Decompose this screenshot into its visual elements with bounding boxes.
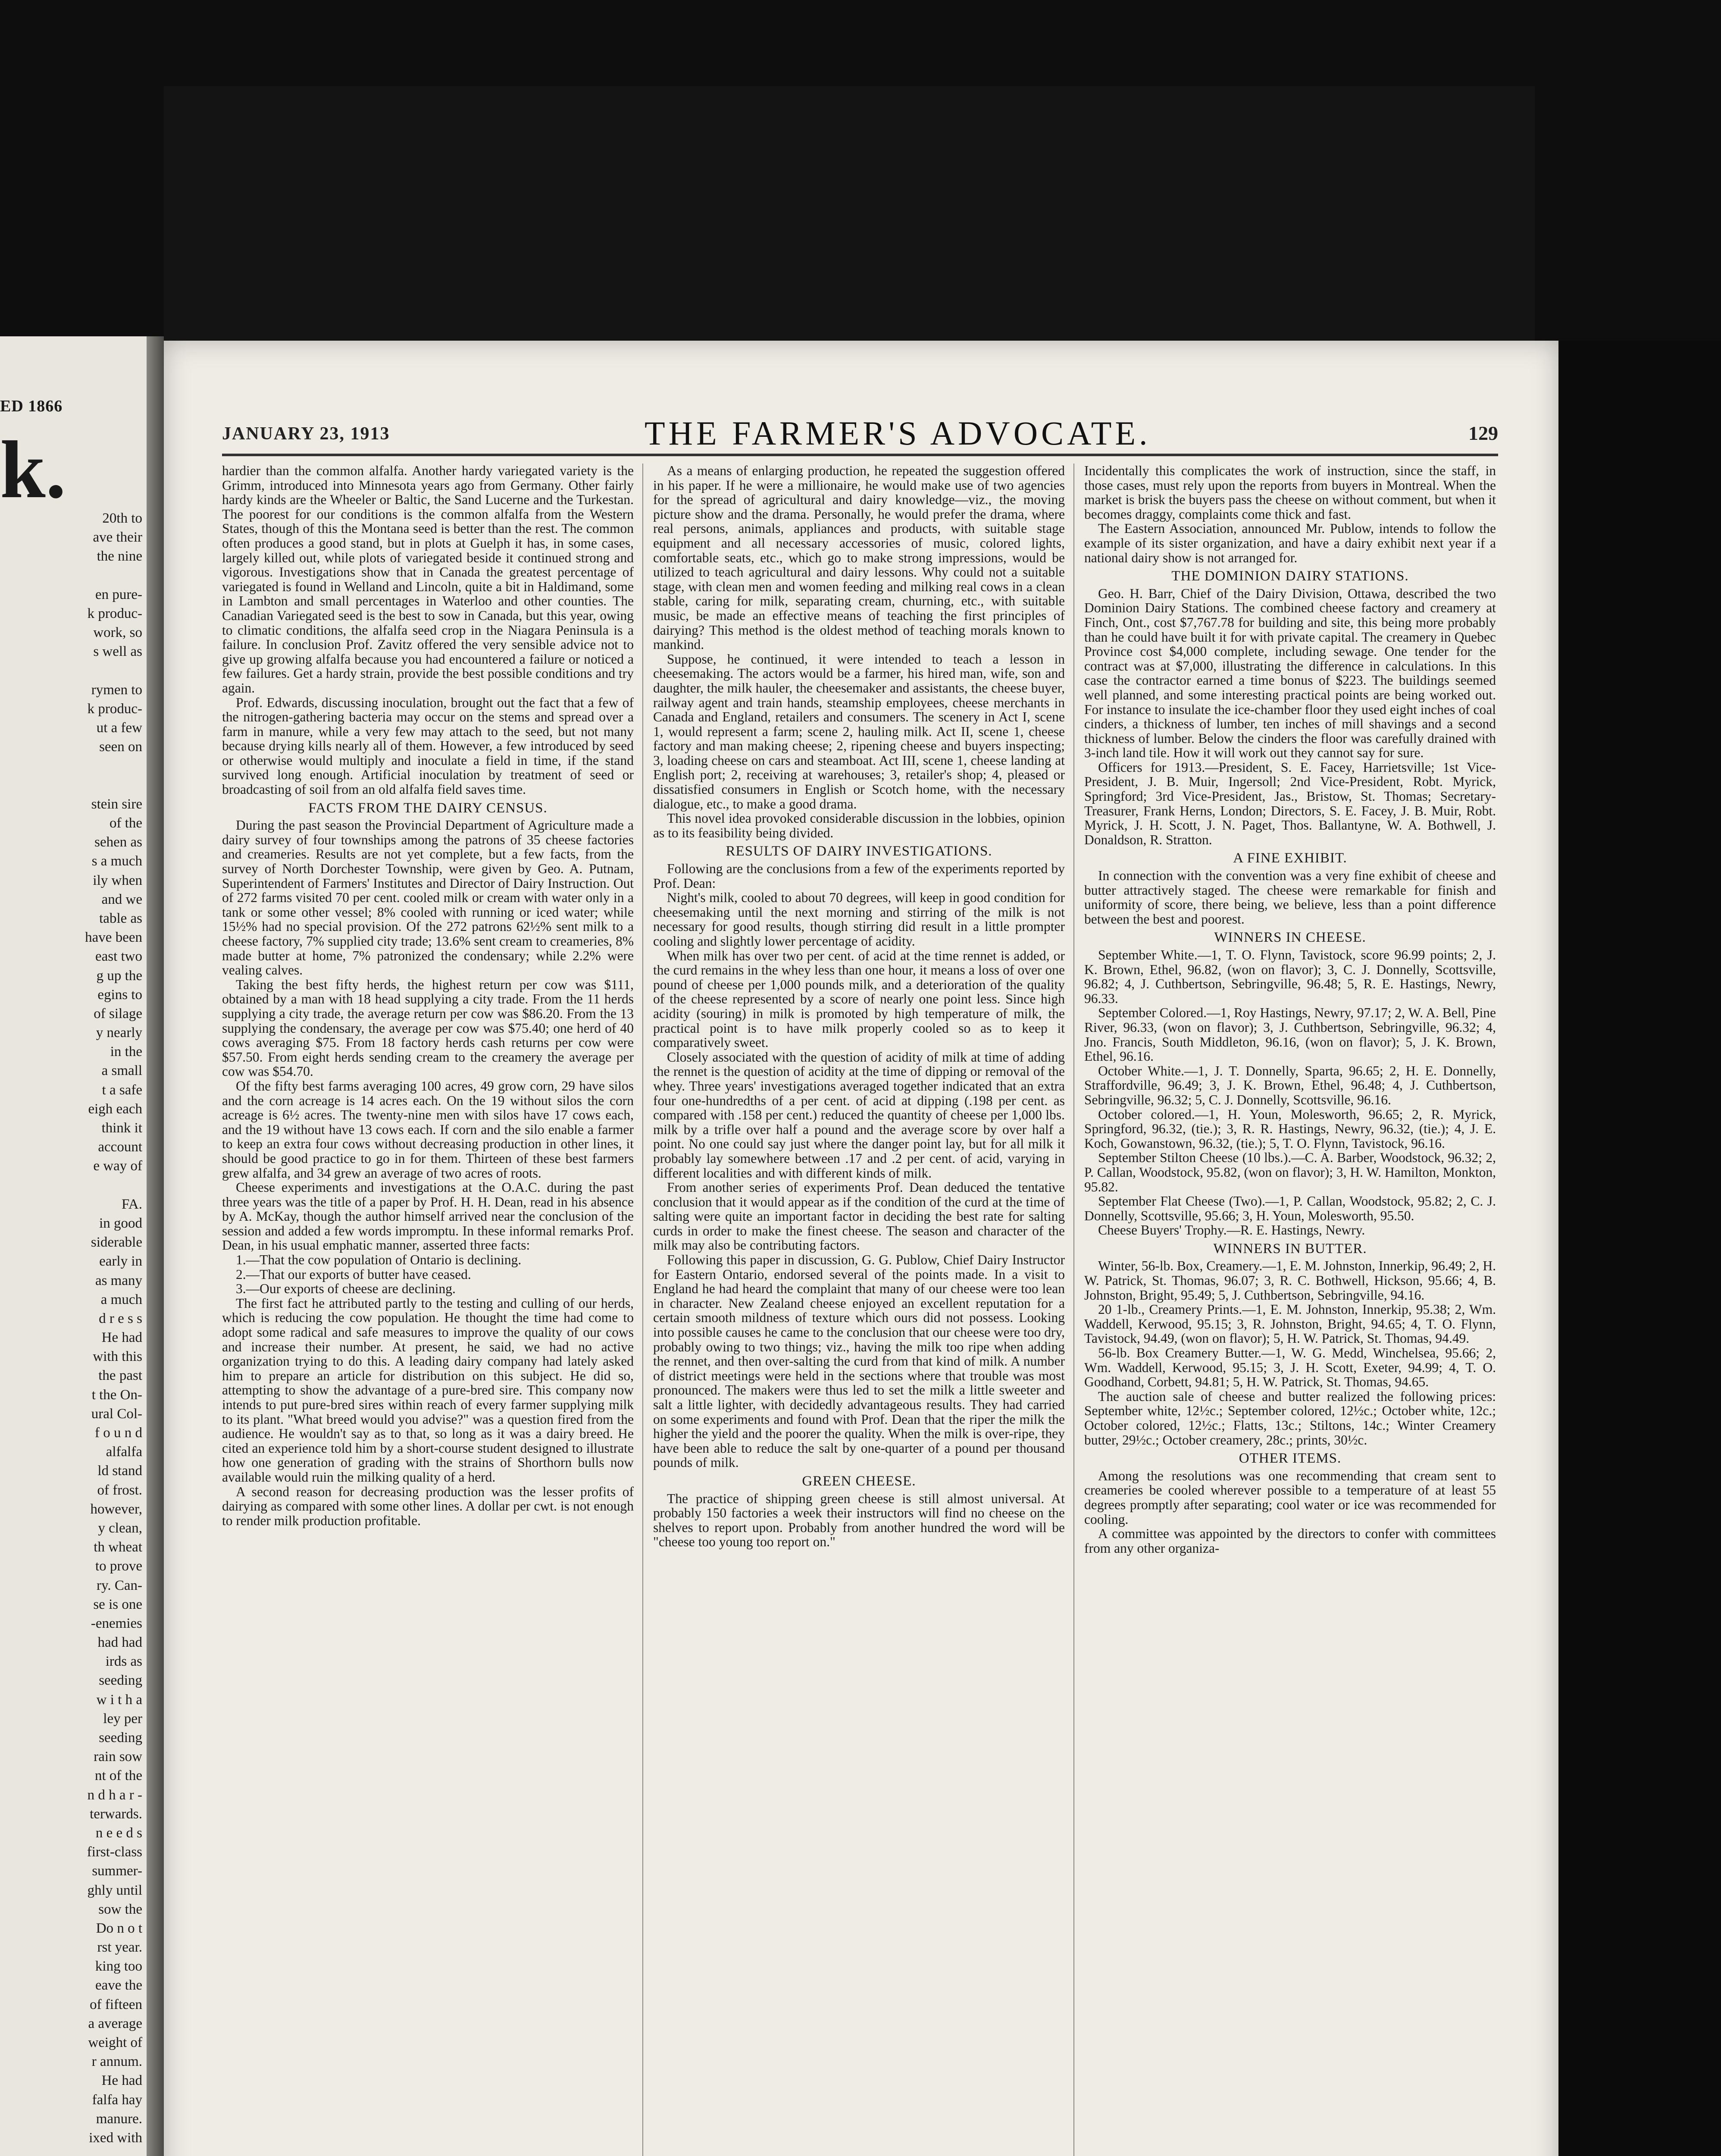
article-paragraph: 20 1-lb., Creamery Prints.—1, E. M. Johnston, Innerkip, 95.38; 2, Wm. Waddell, Kerwood, 95.15; 3, R. Johnston, Bright, 94.65; 4, T. O. Flynn, Tavistock, 94.49, (won on flavor); 5, H. W. Patrick, St. Thomas, 94.49.	[1084, 1302, 1496, 1346]
page-number: 129	[1468, 422, 1498, 444]
left-page-line: a small	[101, 1063, 142, 1079]
newspaper-page	[164, 341, 1558, 2156]
article-column-2	[653, 464, 1065, 1549]
left-page-line	[0, 2147, 142, 2156]
left-page-line: r annum.	[91, 2054, 142, 2070]
issue-date: JANUARY 23, 1913	[222, 424, 390, 444]
left-page-line: have been	[85, 930, 142, 946]
left-page-line: irds as	[105, 1654, 142, 1670]
article-paragraph: During the past season the Provincial Department of Agriculture made a dairy survey of four townships among the patrons of 35 cheese factories and creameries. Results are not yet complete, but a few facts, from the survey of North Dorchester Township, were given by Geo. A. Putnam, Superintendent of Farmers' Institutes and Director of Dairy Instruction. Out of 272 farms visited 70 per cent. cooled milk or cream with water only in a tank or some other vessel; 8% cooled with running or iced water; while 15½% had no special provision. Of the 272 patrons 62½% sent milk to a cheese factory, 7% supplied city trade; 13.6% sent cream to creameries, 8% made butter at home, 7% patronized the condensary; while 2.2% were vealing calves.	[222, 818, 634, 978]
left-page-line: He had	[101, 1330, 142, 1346]
left-page-line: of the	[109, 815, 142, 831]
left-page-line: of fifteen	[90, 1996, 142, 2012]
left-page-line: seen on	[99, 739, 142, 755]
section-heading: WINNERS IN BUTTER.	[1213, 1241, 1367, 1257]
left-page-line: a average	[88, 2015, 142, 2031]
section-heading: A FINE EXHIBIT.	[1233, 850, 1347, 866]
left-page-line	[0, 1176, 142, 1195]
left-page-line: table as	[99, 910, 142, 926]
article-paragraph: The first fact he attributed partly to the testing and culling of our herds, which is reducing the cow population. He thought the time had come to adopt some radical and safe measures to improve the quality of our cows and increase their number. At present, he said, we had no active organization trying to do this. A leading dairy company had lately asked him to prepare an article for distribution on this subject. He did so, attempting to show the advantage of a pure-bred sire. This company now intends to put pure-bred sires within reach of every farmer supplying milk to its plant. "What breed would you advise?" was a question fired from the audience. He wouldn't say as to that, so long as it was a dairy breed. He cited an experience told him by a short-course student designed to illustrate how one generation of grading with the strains of Shorthorn bulls now available would ruin the milking quality of a herd.	[222, 1295, 634, 1485]
left-page-line: ut a few	[96, 720, 142, 736]
article-paragraph: Following are the conclusions from a few of the experiments reported by Prof. Dean:	[653, 861, 1065, 891]
article-paragraph: Suppose, he continued, it were intended to teach a lesson in cheesemaking. The actors would be a farmer, his hired man, wife, son and daughter, the milk hauler, the cheesemaker and assistants, the cheese buyer, railway agent and train hands, steamship employees, cheese merchants in Canada and England, retailers and consumers. The scenery in Act I, scene 1, would represent a farm; scene 2, hauling milk. Act II, scene 1, cheese factory and man making cheese; 2, ripening cheese and buyers inspecting; 3, loading cheese on cars and steamboat. Act III, scene 1, cheese landing at English port; 2, receiving at warehouses; 3, retailer's shop; 4, pleased or dissatisfied consumers in English or Scotch home, with the necessary dialogue, etc., to make a good drama.	[653, 651, 1065, 812]
left-page-line: falfa hay	[92, 2092, 142, 2108]
left-page-line: ave their	[93, 530, 142, 545]
article-paragraph: Night's milk, cooled to about 70 degrees, will keep in good condition for cheesemaking until the next morning and stirring of the milk is not necessary for good results, though stirring did result in a little prompter cooling and slightly lower percentage of acidity.	[653, 890, 1065, 949]
left-page-line: se is one	[93, 1596, 142, 1612]
left-page-line: a much	[100, 1291, 142, 1307]
left-page-line: rain sow	[94, 1749, 142, 1765]
article-paragraph: 56-lb. Box Creamery Butter.—1, W. G. Medd, Winchelsea, 95.66; 2, Wm. Waddell, Kerwood, 95.15; 3, J. H. Scott, Exeter, 94.99; 4, T. O. Goodhand, Corbett, 94.81; 5, H. W. Patrick, St. Thomas, 94.65.	[1084, 1345, 1496, 1390]
left-page-line	[0, 661, 142, 680]
running-head	[222, 414, 1498, 453]
column-divider	[1073, 464, 1074, 2156]
left-page-line: t a safe	[102, 1082, 142, 1098]
film-edge-right	[1558, 341, 1721, 2156]
left-facing-page	[0, 336, 147, 2156]
article-paragraph: Prof. Edwards, discussing inoculation, brought out the fact that a few of the nitrogen-gathering bacteria may occur on the stems and spread over a farm in manure, while a very few may attach to the seed, but not many because drying kills nearly all of them. However, a few introduced by seed or otherwise would multiply and inoculate a field in time, if the stand survived long enough. Artificial inoculation by treatment of seed or broadcasting of soil from an old alfalfa field saves time.	[222, 695, 634, 797]
article-column-1	[222, 464, 634, 1528]
left-page-line: with this	[93, 1349, 142, 1365]
article-paragraph: Of the fifty best farms averaging 100 acres, 49 grow corn, 29 have silos and the corn acreage is 14 acres each. On the 19 without silos the corn acreage is 6½ acres. The twenty-nine men with silos have 17 cows each, and the 19 without have 13 cows each. If corn and the silo enable a farmer to keep an extra four cows without decreasing production in other lines, it should be good practice to go in for them. Thirteen of these best farmers grew alfalfa, and 34 grew an average of two acres of roots.	[222, 1078, 634, 1181]
article-paragraph: October colored.—1, H. Youn, Molesworth, 96.65; 2, R. Myrick, Springford, 96.32, (tie.); 3, R. R. Hastings, Newry, 96.32, (tie.); 4, J. E. Koch, Gowanstown, 96.32, (tie.); 5, T. O. Flynn, Tavistock, 96.16.	[1084, 1106, 1496, 1151]
article-paragraph: Closely associated with the question of acidity of milk at time of adding the rennet is the question of acidity at the time of dipping or removal of the whey. Three years' investigations averaged together indicated that an extra four one-hundredths of a per cent. of acid at dipping (.198 per cent. as compared with .158 per cent.) reduced the quantity of cheese per 1,000 lbs. milk by a trifle over half a pound and the average score by over half a point. No one could say just where the danger point lay, but for all milk it probably lay somewhere between .17 and .2 per cent. of acid, varying in different localities and with different kinds of milk.	[653, 1049, 1065, 1181]
left-page-header: ED 1866	[0, 397, 63, 415]
left-page-line: nt of the	[95, 1768, 142, 1784]
left-page-line: of silage	[94, 1006, 142, 1022]
left-page-line: east two	[95, 949, 142, 965]
left-page-line: y clean,	[98, 1520, 142, 1536]
article-paragraph: A committee was appointed by the directors to confer with committees from any other organiza-	[1084, 1526, 1496, 1556]
left-page-line: ld stand	[97, 1463, 142, 1479]
left-page-line: eave the	[95, 1977, 142, 1993]
left-page-line: en pure-	[95, 586, 142, 602]
header-rule	[222, 454, 1498, 456]
section-heading: GREEN CHEESE.	[802, 1473, 916, 1489]
left-page-line: siderable	[91, 1235, 142, 1250]
left-page-line: -enemies	[91, 1615, 142, 1631]
left-page-line: ley per	[103, 1711, 142, 1727]
left-page-line: Do n o t	[96, 1920, 142, 1936]
section-heading: RESULTS OF DAIRY INVESTIGATIONS.	[726, 843, 992, 859]
left-page-line: th wheat	[94, 1539, 142, 1555]
article-paragraph: October White.—1, J. T. Donnelly, Sparta, 96.65; 2, H. E. Donnelly, Straffordville, 96.49; 3, J. K. Brown, Ethel, 96.48; 4, J. Cuthbertson, Sebringville, 96.32; 5, C. J. Donnelly, Scottsville, 96.16.	[1084, 1063, 1496, 1107]
article-paragraph: This novel idea provoked considerable discussion in the lobbies, opinion as to its feasibility being divided.	[653, 811, 1065, 840]
article-paragraph: A second reason for decreasing production was the lesser profits of dairying as compared with some other lines. A dollar per cwt. is not enough to render milk production profitable.	[222, 1484, 634, 1528]
article-paragraph: The practice of shipping green cheese is still almost universal. At probably 150 factories a week their instructors will find no cheese on the shelves to report upon. Probably from another hundred the word will be "cheese too young too report on."	[653, 1491, 1065, 1550]
left-page-line: FA.	[122, 1196, 142, 1212]
article-paragraph: In connection with the convention was a very fine exhibit of cheese and butter attractively staged. The cheese were remarkable for finish and uniformity of score, there being, we believe, less than a point difference between the best and poorest.	[1084, 868, 1496, 927]
left-page-line: t the On-	[91, 1387, 142, 1403]
left-page-line: manure.	[96, 2111, 142, 2127]
section-heading: OTHER ITEMS.	[1239, 1451, 1342, 1467]
left-page-line: k produc-	[87, 701, 142, 717]
article-paragraph: Geo. H. Barr, Chief of the Dairy Division, Ottawa, described the two Dominion Dairy Stations. The combined cheese factory and creamery at Finch, Ont., cost $7,767.78 for building and site, this being more probably than he could have built it for with private capital. The creamery in Quebec Province cost $4,000 complete, including sewage. One tender for the contract was at $7,000, illustrating the difference in calculations. In this case the contractor earned a time bonus of $223. The buildings seemed well planned, and some interesting practical points are being worked out. For instance to insulate the ice-chamber floor they used eight inches of coal cinders, a thickness of lumber, ten inches of mill shavings and a second thickness of lumber. Below the cinders the floor was carefully drained with 3-inch land tile. How it will work out they cannot say for sure.	[1084, 586, 1496, 761]
article-paragraph: When milk has over two per cent. of acid at the time rennet is added, or the curd remains in the whey less than one hour, it means a loss of over one pound of cheese per 1,000 pounds milk, and a deterioration of the quality of the cheese represented by a score of nearly one point less. Since high acidity (souring) in milk is promoted by high temperature of milk, the practical point is to have milk properly cooled so as to keep it comparatively sweet.	[653, 948, 1065, 1050]
left-page-line: eigh each	[88, 1101, 142, 1117]
masthead-title: THE FARMER'S ADVOCATE.	[645, 414, 1151, 452]
left-page-line: think it	[101, 1120, 142, 1136]
left-page-line: early in	[99, 1253, 142, 1269]
left-page-line: He had	[101, 2073, 142, 2089]
left-page-line: summer-	[92, 1863, 142, 1879]
left-page-line: of frost.	[97, 1482, 142, 1498]
left-page-line: n d h a r -	[87, 1787, 142, 1803]
left-page-line: first-class	[87, 1844, 142, 1860]
section-heading: FACTS FROM THE DAIRY CENSUS.	[308, 800, 548, 816]
article-paragraph: Among the resolutions was one recommending that cream sent to creameries be cooled wherever possible to a temperature of at least 55 degrees promptly after separating; cool water or ice was recommended for cooling.	[1084, 1468, 1496, 1527]
left-page-line: ural Col-	[91, 1406, 142, 1422]
left-page-line	[0, 756, 142, 775]
left-page-line: had had	[97, 1635, 142, 1651]
article-paragraph: Officers for 1913.—President, S. E. Facey, Harrietsville; 1st Vice-President, J. B. Muir, Ingersoll; 2nd Vice-President, Robt. Myrick, Springford; 3rd Vice-President, Jas., Bristow, St. Thomas; Secretary-Treasurer, Frank Herns, London; Directors, S. E. Facey, J. B. Muir, Robt. Myrick, J. H. Scott, J. N. Paget, Thos. Ballantyne, W. A. Bothwell, J. Donaldson, R. Stratton.	[1084, 759, 1496, 847]
left-page-line: k produc-	[87, 605, 142, 621]
left-page-line: f o u n d	[95, 1425, 142, 1441]
article-paragraph: 2.—That our exports of butter have ceased.	[236, 1266, 471, 1282]
left-page-line: ghly until	[87, 1882, 142, 1898]
left-page-line: d r e s s	[99, 1310, 142, 1326]
left-page-line: weight of	[88, 2035, 142, 2050]
left-page-line: egins to	[97, 987, 142, 1003]
left-page-line: alfalfa	[106, 1444, 142, 1460]
page-gutter	[147, 336, 164, 2156]
section-heading: THE DOMINION DAIRY STATIONS.	[1171, 568, 1409, 584]
left-page-line: ily when	[93, 872, 142, 888]
article-paragraph: 1.—That the cow population of Ontario is declining.	[236, 1252, 522, 1268]
left-page-line: s well as	[93, 644, 142, 660]
left-page-headline-fragment: k.	[0, 425, 66, 515]
article-paragraph: Winter, 56-lb. Box, Creamery.—1, E. M. Johnston, Innerkip, 96.49; 2, H. W. Patrick, St. Thomas, 96.07; 3, R. C. Bothwell, Hickson, 95.66; 4, B. Johnston, Bright, 95.49; 5, J. Cuthbertson, Sebringville, 94.16.	[1084, 1258, 1496, 1303]
article-paragraph: September White.—1, T. O. Flynn, Tavistock, score 96.99 points; 2, J. K. Brown, Ethel, 96.82, (won on flavor); 3, C. J. Donnelly, Scottsville, 96.82; 4, J. Cuthbertson, Sebringville, 96.48; 5, R. E. Hastings, Newry, 96.33.	[1084, 947, 1496, 1006]
left-page-line: e way of	[93, 1158, 142, 1174]
left-page-line: and we	[101, 891, 142, 907]
article-paragraph: From another series of experiments Prof. Dean deduced the tentative conclusion that it would appear as if the condition of the curd at the time of salting were quite an important factor in deciding the best rate for salting curds in order to make the finest cheese. The season and character of the milk may also be contributing factors.	[653, 1180, 1065, 1253]
article-paragraph: hardier than the common alfalfa. Another hardy variegated variety is the Grimm, introduced into Minnesota years ago from Germany. Other fairly hardy kinds are the Wheeler or Baltic, the Sand Lucerne and the Turkestan. The poorest for our conditions is the common alfalfa from the Western States, though of this the Montana seed is better than the rest. The common often produces a good stand, but in plots at Guelph it has, in some cases, largely killed out, while plots of variegated beside it continued strong and vigorous. Investigations show that in Canada the greatest percentage of variegated is found in Welland and Lincoln, quite a bit in Haldimand, some in Lambton and small percentages in Waterloo and other counties. The Canadian Variegated seed is the best to sow in Canada, but this year, owing to climatic conditions, the alfalfa seed crop in the Niagara Peninsula is a failure. In conclusion Prof. Zavitz offered the very sensible advice not to give up growing alfalfa because you had encountered a failure or noticed a few failures. Get a hardy strain, provide the best possible conditions and try again.	[222, 463, 634, 696]
left-page-line: s a much	[91, 853, 142, 869]
left-page-line: rst year.	[97, 1940, 142, 1955]
article-paragraph: The Eastern Association, announced Mr. Publow, intends to follow the example of its sister organization, and have a dairy exhibit next year if a national dairy show is not arranged for.	[1084, 521, 1496, 565]
left-page-line: the past	[98, 1368, 142, 1384]
left-page-line: seeding	[99, 1673, 142, 1689]
left-page-line: sow the	[98, 1901, 142, 1917]
left-page-line: as many	[95, 1272, 142, 1288]
left-page-line: w i t h a	[96, 1692, 142, 1708]
article-paragraph: Taking the best fifty herds, the highest return per cow was $111, obtained by a man with 18 head supplying a city trade. From the 11 herds supplying a city trade, the average return per cow was $86.20. From the 13 supplying the condensary, the average per cow was $75.40; one herd of 40 cows averaging $75. From 18 factory herds cash returns per cow were $57.50. From eight herds sending cream to the creamery the average per cow was $54.70.	[222, 977, 634, 1079]
article-column-3	[1084, 464, 1496, 1555]
left-page-text-fragments	[0, 509, 147, 2156]
column-divider	[642, 464, 643, 2156]
left-page-line: sehen as	[94, 834, 142, 850]
article-paragraph: 3.—Our exports of cheese are declining.	[236, 1281, 456, 1297]
left-page-line: seeding	[99, 1730, 142, 1745]
article-paragraph: As a means of enlarging production, he repeated the suggestion offered in his paper. If he were a millionaire, he would make use of two agencies for the spread of agricultural and dairy knowledge—viz., the moving picture show and the drama. Personally, he would prefer the drama, where real persons, animals, appliances and products, with suitable stage equipment and all necessary accessories of music, colored lights, comfortable seats, etc., which go to make strong impressions, would be utilized to teach agricultural and dairy lessons. Why could not a suitable stage, with clean men and women feeding and milking real cows in a clean stable, caring for milk, separating cream, churning, etc., with suitable music, be made an effective means of teaching the first principles of dairying? This method is the oldest method of teaching morals known to mankind.	[653, 463, 1065, 652]
left-page-line: y nearly	[96, 1025, 142, 1041]
article-paragraph: September Stilton Cheese (10 lbs.).—C. A. Barber, Woodstock, 96.32; 2, P. Callan, Woodstock, 95.82, (won on flavor); 3, H. W. Hamilton, Monkton, 95.82.	[1084, 1150, 1496, 1194]
article-paragraph: September Colored.—1, Roy Hastings, Newry, 97.17; 2, W. A. Bell, Pine River, 96.33, (won on flavor); 3, J. Cuthbertson, Sebringville, 96.32; 4, Jno. Francis, South Middleton, 96.16, (won on flavor); 5, J. K. Brown, Ethel, 96.16.	[1084, 1005, 1496, 1064]
article-paragraph: Cheese experiments and investigations at the O.A.C. during the past three years was the title of a paper by Prof. H. H. Dean, read in his absence by A. McKay, though the author himself arrived near the conclusion of the session and added a few words impromptu. In these informal remarks Prof. Dean, in his usual emphatic manner, asserted three facts:	[222, 1180, 634, 1253]
left-page-line: work, so	[93, 625, 142, 641]
left-page-line	[0, 566, 142, 585]
left-page-line: to prove	[95, 1558, 142, 1574]
left-page-line: account	[98, 1139, 142, 1155]
left-page-line: rymen to	[91, 682, 142, 698]
left-page-line: terwards.	[90, 1806, 142, 1822]
article-paragraph: Cheese Buyers' Trophy.—R. E. Hastings, Newry.	[1098, 1222, 1365, 1238]
article-paragraph: The auction sale of cheese and butter realized the following prices: September white, 12½c.; September colored, 12½c.; October white, 12c.; October colored, 12½c.; Flatts, 13c.; Stiltons, 14c.; Winter Creamery butter, 29½c.; October creamery, 28c.; prints, 30½c.	[1084, 1388, 1496, 1448]
left-page-line: stein sire	[91, 796, 142, 812]
left-page-line: in the	[110, 1044, 142, 1060]
section-heading: WINNERS IN CHEESE.	[1214, 930, 1366, 946]
left-page-line	[0, 776, 142, 795]
article-paragraph: Incidentally this complicates the work of instruction, since the staff, in those cases, must rely upon the reports from buyers in Montreal. When the market is brisk the buyers pass the cheese on without comment, but when it becomes draggy, complaints come thick and fast.	[1084, 463, 1496, 522]
article-paragraph: Following this paper in discussion, G. G. Publow, Chief Dairy Instructor for Eastern Ontario, endorsed several of the points made. In a visit to England he had heard the complaint that many of our cheese were too lean in character. New Zealand cheese enjoyed an excellent reputation for a certain smooth mildness of texture which ours did not possess. Looking into possible causes he came to the conclusion that our cheese were too dry, probably owing to two things; viz., having the milk too ripe when adding the rennet, and then over-salting the curd from that kind of milk. A number of district meetings were held in the sections where that trouble was most pronounced. The makers were thus led to set the milk a little sweeter and salt a little lighter, with decidedly advantageous results. They had carried on some experiments and found with Prof. Dean that the riper the milk the higher the yield and the poorer the quality. When the milk is over-ripe, they have been able to reduce the salt by one-quarter of a pound per thousand pounds of milk.	[653, 1252, 1065, 1470]
left-page-line: ry. Can-	[97, 1577, 142, 1593]
left-page-line: g up the	[96, 968, 142, 984]
left-page-line: however,	[90, 1501, 142, 1517]
left-page-line: king too	[95, 1959, 142, 1974]
left-page-line: ixed with	[89, 2130, 142, 2146]
left-page-line: 20th to	[102, 511, 142, 526]
left-page-line: in good	[99, 1215, 142, 1231]
left-page-line: n e e d s	[95, 1825, 142, 1841]
article-paragraph: September Flat Cheese (Two).—1, P. Callan, Woodstock, 95.82; 2, C. J. Donnelly, Scottsville, 95.66; 3, H. Youn, Molesworth, 95.50.	[1084, 1194, 1496, 1223]
left-page-line: the nine	[97, 548, 142, 564]
